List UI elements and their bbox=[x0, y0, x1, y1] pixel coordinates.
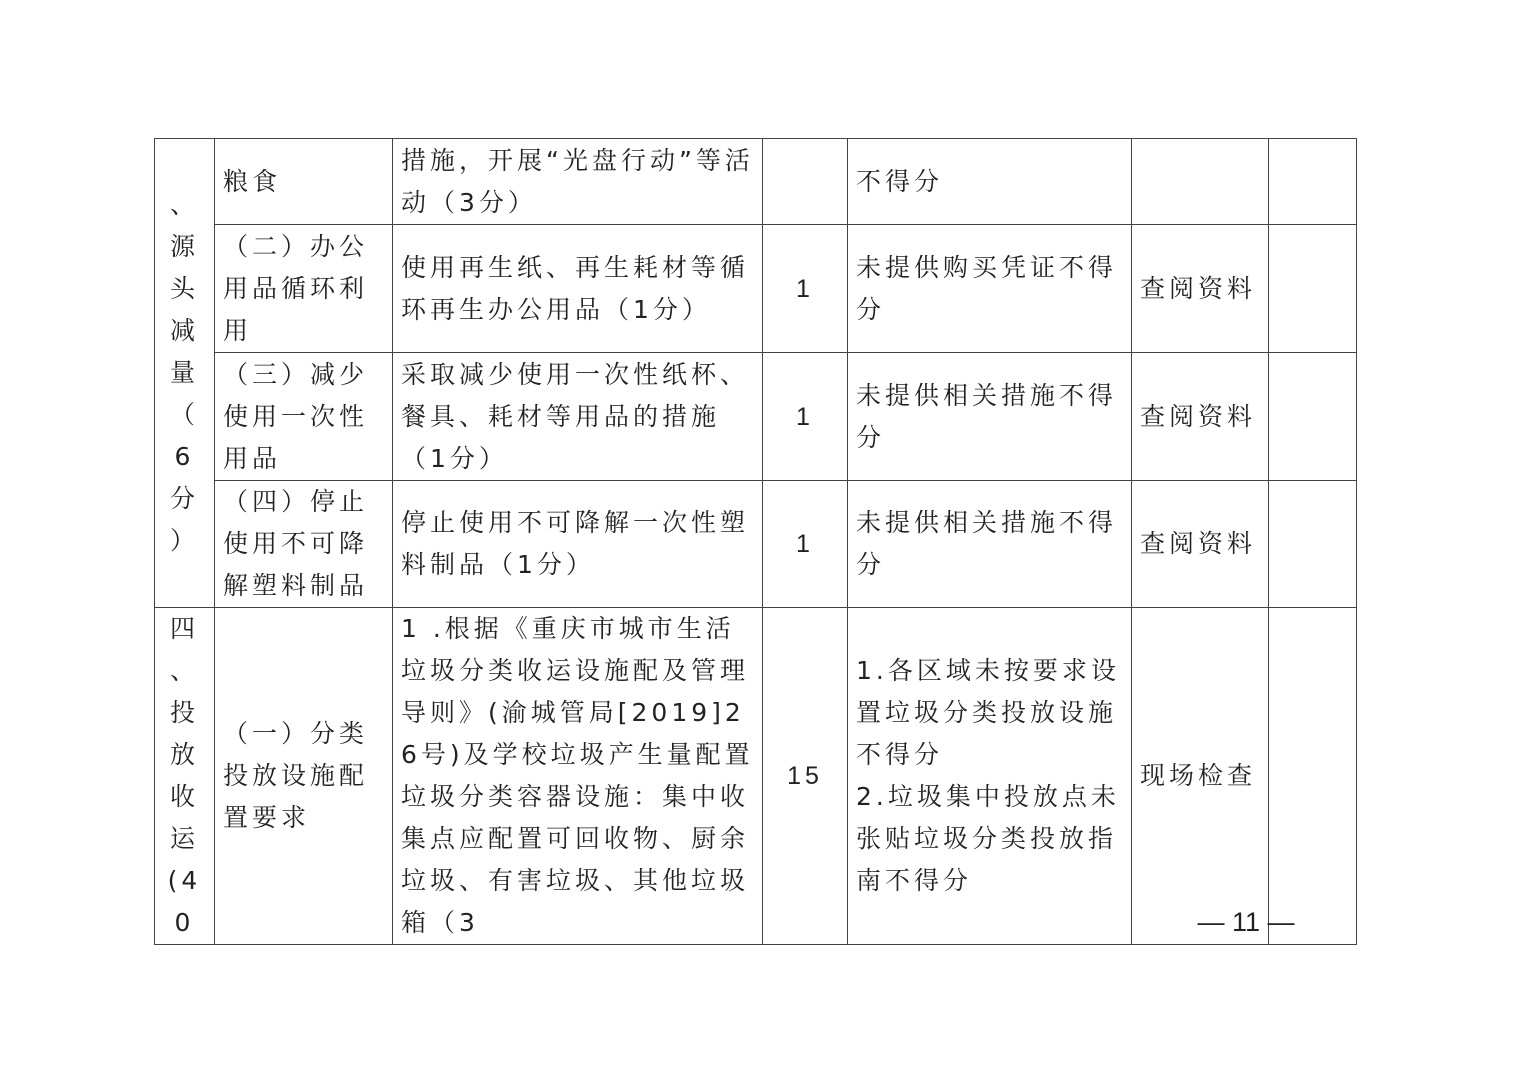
category-char: 、 bbox=[169, 656, 199, 685]
item-cell: （一）分类投放设施配置要求 bbox=[215, 608, 393, 945]
category-char: 分 bbox=[169, 484, 199, 513]
standard-cell: 不得分 bbox=[848, 139, 1132, 225]
category-char: 运 bbox=[169, 824, 199, 853]
method-cell: 现场检查 bbox=[1132, 608, 1269, 945]
method-cell bbox=[1132, 139, 1269, 225]
category-cell-source-reduction bbox=[155, 139, 215, 608]
content-cell: 停止使用不可降解一次性塑料制品（1分） bbox=[393, 481, 763, 608]
standard-cell: 1.各区域未按要求设置垃圾分类投放设施不得分 2.垃圾集中投放点未张贴垃圾分类投放指南不得分 bbox=[848, 608, 1132, 945]
table-row bbox=[155, 353, 1357, 481]
category-cell-disposal-collection bbox=[155, 608, 215, 945]
table-row bbox=[155, 139, 1357, 225]
standard-cell: 未提供相关措施不得分 bbox=[848, 481, 1132, 608]
item-cell: （三）减少使用一次性用品 bbox=[215, 353, 393, 481]
page-number: — 11 — bbox=[1197, 907, 1295, 937]
item-cell: 粮食 bbox=[215, 139, 393, 225]
category-char: 源 bbox=[169, 232, 199, 261]
category-char: 减 bbox=[169, 316, 199, 345]
category-char: 6 bbox=[174, 442, 195, 471]
note-cell bbox=[1269, 225, 1357, 353]
category-char: 、 bbox=[169, 190, 199, 219]
note-cell bbox=[1269, 481, 1357, 608]
method-cell: 查阅资料 bbox=[1132, 225, 1269, 353]
note-cell bbox=[1269, 608, 1357, 945]
score-cell: 1 bbox=[763, 353, 848, 481]
standard-cell: 未提供相关措施不得分 bbox=[848, 353, 1132, 481]
score-cell: 1 bbox=[763, 481, 848, 608]
table-row bbox=[155, 481, 1357, 608]
score-cell bbox=[763, 139, 848, 225]
method-cell: 查阅资料 bbox=[1132, 353, 1269, 481]
category-char: (40 bbox=[167, 866, 202, 937]
content-cell: 1 .根据《重庆市城市生活垃圾分类收运设施配及管理导则》(渝城管局[2019]26号)及学校垃圾产生量配置垃圾分类容器设施：集中收集点应配置可回收物、厨余垃圾、有害垃圾、其他垃圾箱（3 bbox=[393, 608, 763, 945]
method-cell: 查阅资料 bbox=[1132, 481, 1269, 608]
table-row bbox=[155, 225, 1357, 353]
standard-cell: 未提供购买凭证不得分 bbox=[848, 225, 1132, 353]
category-char: 放 bbox=[169, 740, 199, 769]
item-cell: （二）办公用品循环利用 bbox=[215, 225, 393, 353]
category-char: 量 bbox=[169, 358, 199, 387]
category-char: 头 bbox=[169, 274, 199, 303]
item-cell: （四）停止使用不可降解塑料制品 bbox=[215, 481, 393, 608]
category-char: （ bbox=[169, 400, 199, 429]
category-char: ） bbox=[169, 526, 199, 555]
category-char: 收 bbox=[169, 782, 199, 811]
category-char: 投 bbox=[169, 698, 199, 727]
score-cell: 15 bbox=[763, 608, 848, 945]
score-cell: 1 bbox=[763, 225, 848, 353]
table-row bbox=[155, 608, 1357, 945]
content-cell: 使用再生纸、再生耗材等循环再生办公用品（1分） bbox=[393, 225, 763, 353]
category-char: 四 bbox=[169, 614, 199, 643]
note-cell bbox=[1269, 139, 1357, 225]
content-cell: 措施，开展“光盘行动”等活动（3分） bbox=[393, 139, 763, 225]
content-cell: 采取减少使用一次性纸杯、餐具、耗材等用品的措施（1分） bbox=[393, 353, 763, 481]
evaluation-table bbox=[154, 138, 1357, 945]
note-cell bbox=[1269, 353, 1357, 481]
